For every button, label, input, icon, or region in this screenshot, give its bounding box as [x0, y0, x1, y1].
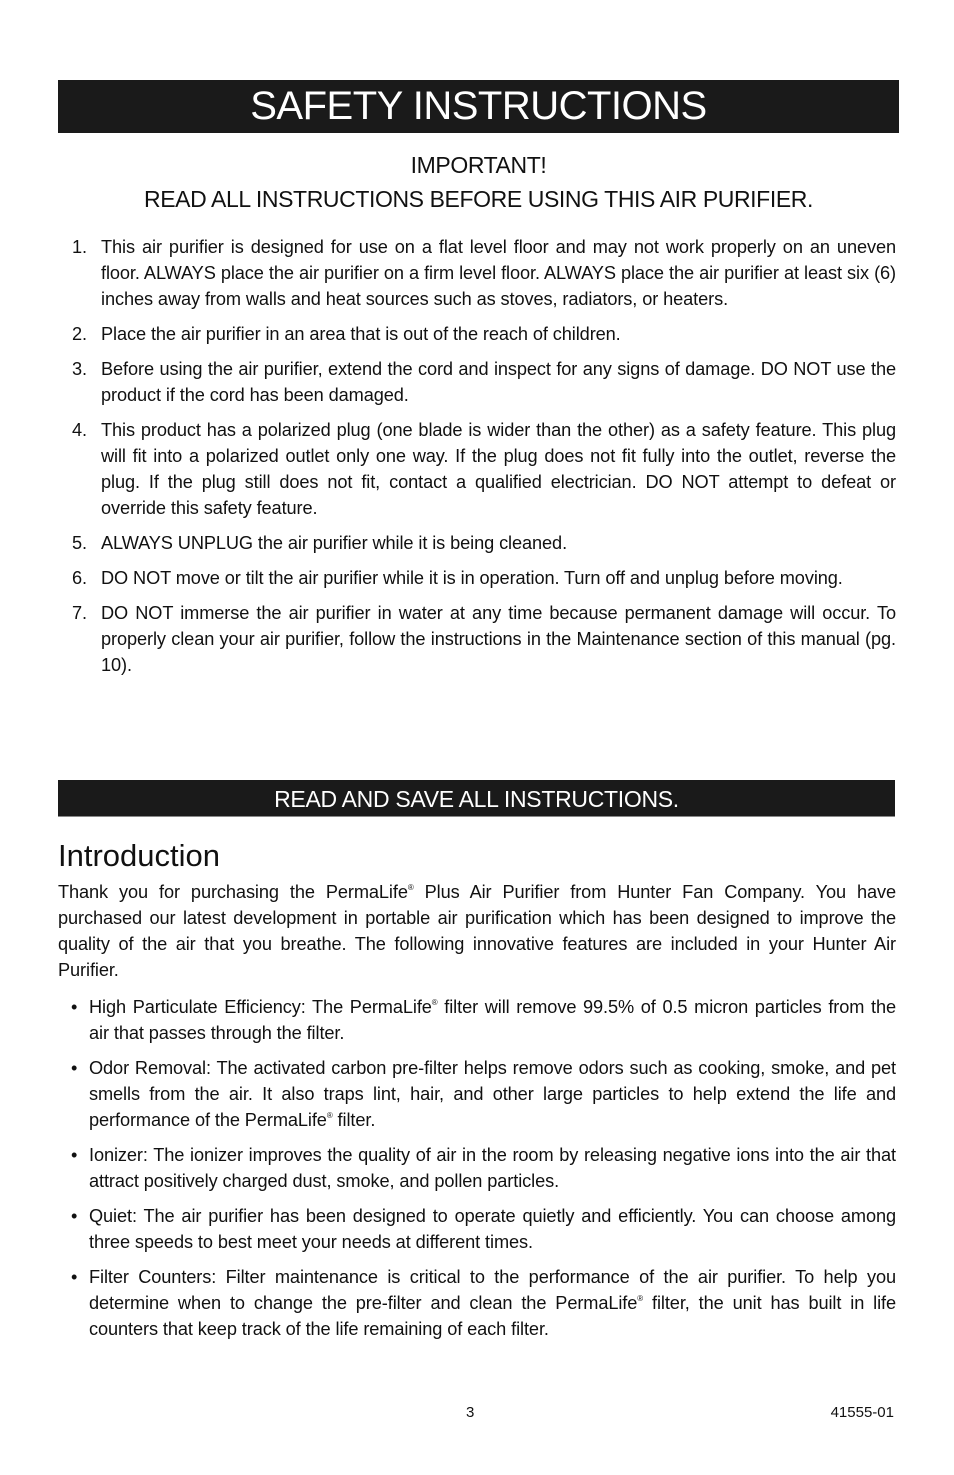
features-list — [58, 994, 896, 1351]
item-text: Before using the air purifier, extend the cord and inspect for any signs of damage. DO NOT use the product if the cord has been damaged. — [101, 359, 896, 405]
item-text: This product has a polarized plug (one blade is wider than the other) as a safety feature. This plug will fit into a polarized outlet only one way. If the plug does not fit fully into the outlet, reverse the plug. If the plug still does not fit, contact a qualified electrician. DO NOT attempt to defeat or override this safety feature. — [101, 420, 896, 518]
registered-mark: ® — [637, 1294, 644, 1303]
feature-text: Ionizer: The ionizer improves the quality of air in the room by releasing negative ions into the air that attract positively charged dust, smoke, and pollen particles. — [89, 1145, 896, 1191]
save-instructions-banner: READ AND SAVE ALL INSTRUCTIONS. — [58, 780, 895, 817]
safety-item — [58, 356, 896, 408]
item-number: 3. — [72, 359, 87, 379]
feature-item — [58, 1264, 896, 1342]
bullet-icon: • — [71, 1267, 78, 1287]
item-text: Place the air purifier in an area that is out of the reach of children. — [101, 324, 621, 344]
registered-mark: ® — [431, 998, 438, 1007]
safety-list — [58, 234, 896, 687]
safety-item — [58, 530, 896, 556]
item-number: 1. — [72, 237, 87, 257]
feature-item — [58, 994, 896, 1046]
document-code: 41555-01 — [830, 1404, 894, 1421]
page-title: SAFETY INSTRUCTIONS — [58, 80, 899, 133]
feature-text-end: filter. — [332, 1110, 376, 1130]
feature-item — [58, 1142, 896, 1194]
feature-item — [58, 1203, 896, 1255]
important-notice — [58, 148, 899, 216]
safety-item — [58, 234, 896, 312]
item-number: 2. — [72, 324, 87, 344]
introduction-paragraph — [58, 879, 896, 983]
bullet-icon: • — [71, 997, 78, 1017]
bullet-icon: • — [71, 1145, 78, 1165]
feature-text: Quiet: The air purifier has been designed to operate quietly and efficiently. You can choose among three speeds to best meet your needs at different times. — [89, 1206, 896, 1252]
intro-text-start: Thank you for purchasing the PermaLife — [58, 882, 408, 902]
feature-text-end: filter, the unit has built in life counters that keep track of the life remaining of each filter. — [89, 1293, 896, 1339]
important-subheading: READ ALL INSTRUCTIONS BEFORE USING THIS AIR PURIFIER. — [144, 186, 813, 212]
item-number: 7. — [72, 603, 87, 623]
page-number: 3 — [466, 1404, 475, 1421]
item-number: 4. — [72, 420, 87, 440]
feature-text: Filter Counters: Filter maintenance is critical to the performance of the air purifier. To help you determine when to change the pre-filter and clean the PermaLife — [89, 1267, 896, 1313]
feature-text: Odor Removal: The activated carbon pre-filter helps remove odors such as cooking, smoke, and pet smells from the air. It also traps lint, hair, and other large particles to help extend the life and performance of the PermaLife — [89, 1058, 896, 1130]
bullet-icon: • — [71, 1058, 78, 1078]
registered-mark: ® — [326, 1111, 333, 1120]
item-text: ALWAYS UNPLUG the air purifier while it is being cleaned. — [101, 533, 568, 553]
safety-item — [58, 600, 896, 678]
important-heading: IMPORTANT! — [410, 152, 547, 178]
item-number: 6. — [72, 568, 87, 588]
registered-mark: ® — [407, 883, 414, 892]
intro-text-end: Plus Air Purifier from Hunter Fan Company. You have purchased our latest development in portable air purification which has been designed to improve the quality of the air that you breathe. The following innovative features are included in your Hunter Air Purifier. — [58, 882, 896, 980]
item-text: This air purifier is designed for use on a flat level floor and may not work properly on an uneven floor. ALWAYS place the air purifier on a firm level floor. ALWAYS place the air purifier at least six (6) inches away from walls and heat sources such as stoves, radiators, or heaters. — [101, 237, 896, 309]
item-text: DO NOT move or tilt the air purifier while it is in operation. Turn off and unplug before moving. — [101, 568, 843, 588]
item-number: 5. — [72, 533, 87, 553]
feature-text: High Particulate Efficiency: The PermaLife — [89, 997, 432, 1017]
bullet-icon: • — [71, 1206, 78, 1226]
safety-item — [58, 417, 896, 521]
feature-text-end: filter will remove 99.5% of 0.5 micron particles from the air that passes through the filter. — [89, 997, 896, 1043]
item-text: DO NOT immerse the air purifier in water at any time because permanent damage will occur. To properly clean your air purifier, follow the instructions in the Maintenance section of this manual (pg. 10). — [101, 603, 896, 675]
introduction-heading: Introduction — [58, 838, 220, 873]
safety-item — [58, 565, 896, 591]
feature-item — [58, 1055, 896, 1133]
safety-item — [58, 321, 896, 347]
